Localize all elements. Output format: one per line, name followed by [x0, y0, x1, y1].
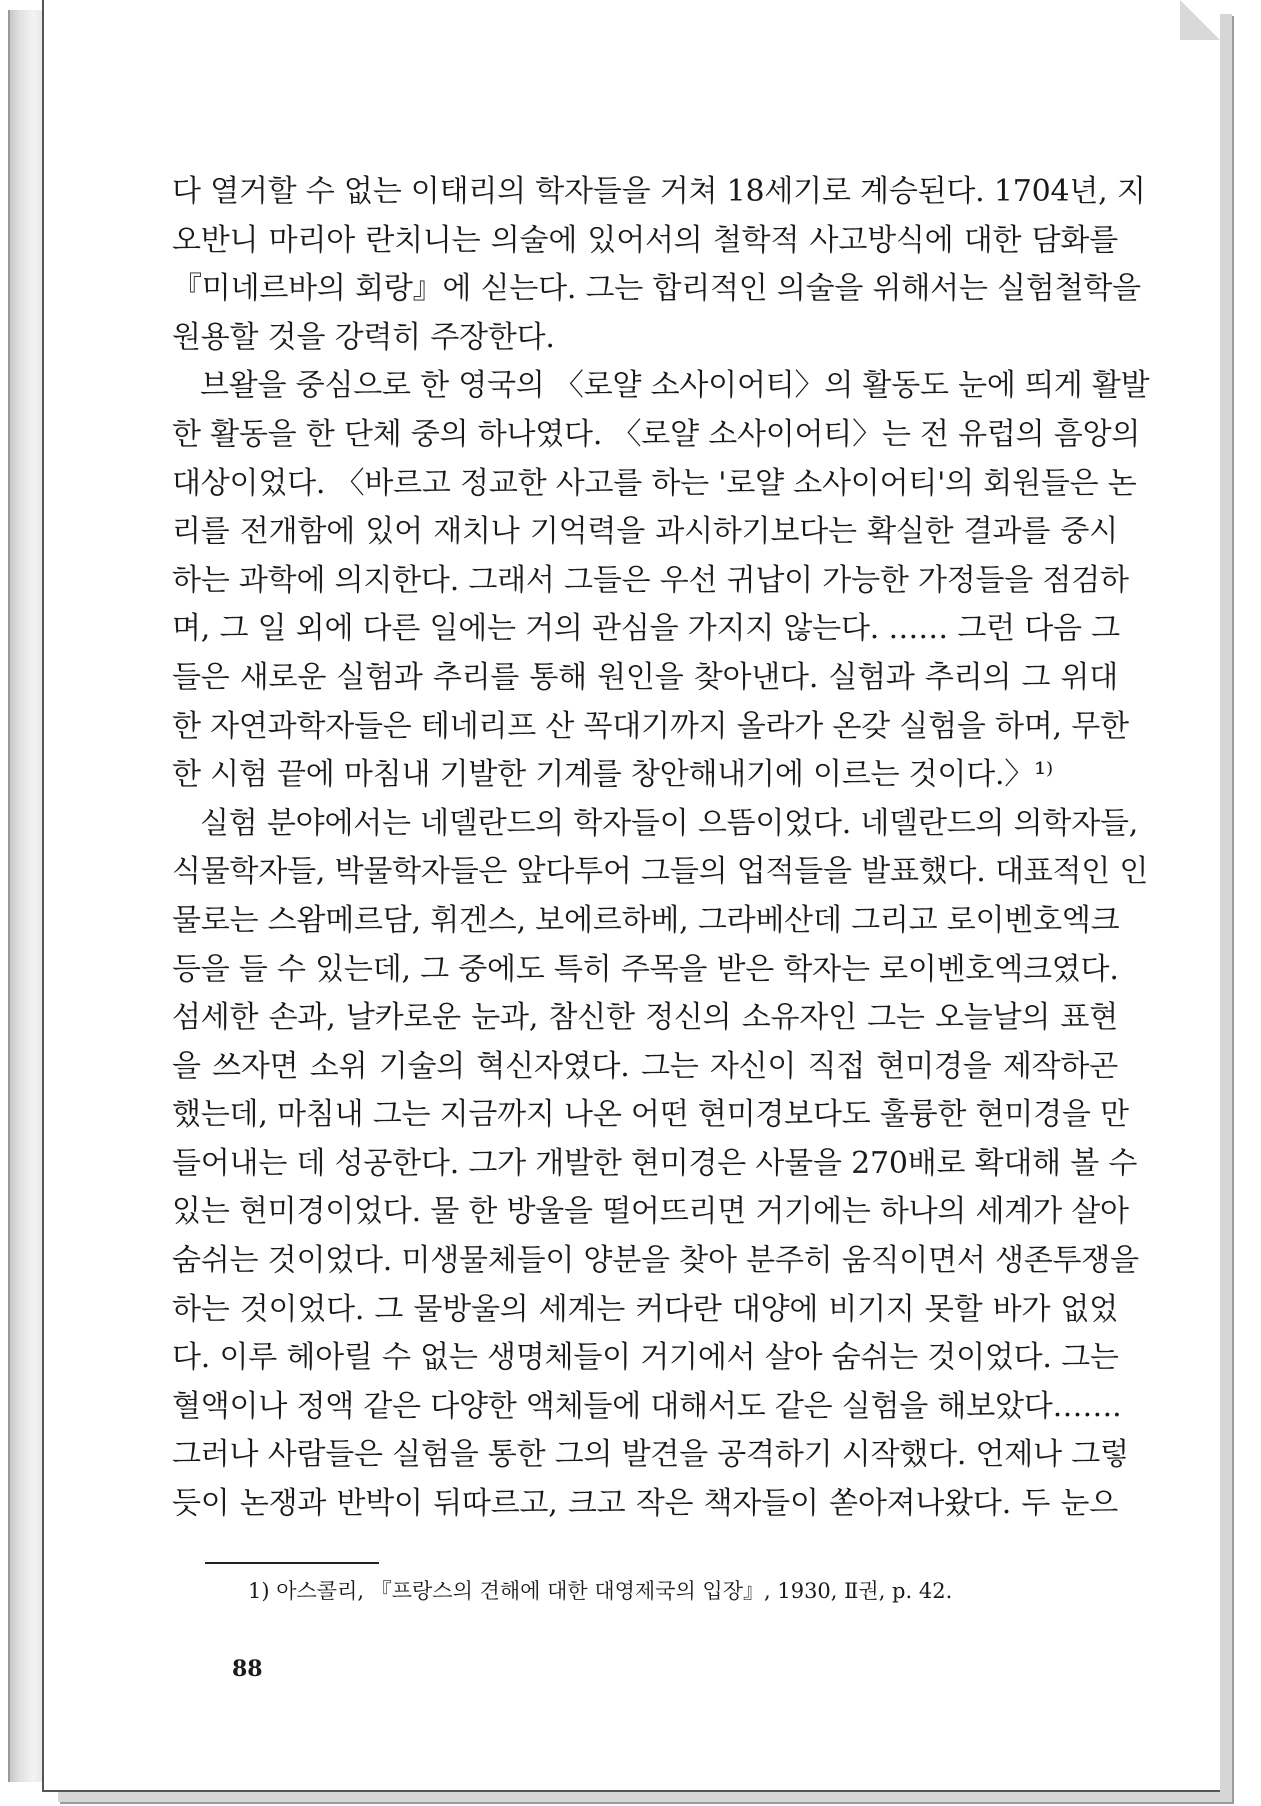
page-number: 88 [232, 1656, 263, 1682]
text-line: 한 자연과학자들은 테네리프 산 꼭대기까지 올라가 온갖 실험을 하며, 무한 [172, 708, 1129, 744]
text-line: 대상이었다. 〈바르고 정교한 사고를 하는 '로얄 소사이어티'의 회원들은 논 [172, 465, 1137, 501]
text-line: 했는데, 마침내 그는 지금까지 나온 어떤 현미경보다도 훌륭한 현미경을 만 [172, 1097, 1129, 1133]
text-line: 혈액이나 정액 같은 다양한 액체들에 대해서도 같은 실험을 해보았다……. [172, 1388, 1122, 1424]
text-line: 식물학자들, 박물학자들은 앞다투어 그들의 업적들을 발표했다. 대표적인 인 [172, 854, 1149, 890]
text-line: 실험 분야에서는 네델란드의 학자들이 으뜸이었다. 네델란드의 의학자들, [200, 805, 1139, 841]
text-line: 다 열거할 수 없는 이태리의 학자들을 거쳐 18세기로 계승된다. 1704년, 지 [172, 174, 1146, 209]
text-line: 들어내는 데 성공한다. 그가 개발한 현미경은 사물을 270배로 확대해 볼 수 [172, 1145, 1138, 1181]
text-line: 그러나 사람들은 실험을 통한 그의 발견을 공격하기 시작했다. 언제나 그렇 [172, 1437, 1129, 1473]
text-line: 며, 그 일 외에 다른 일에는 거의 관심을 가지지 않는다. …… 그런 다음 그 [172, 611, 1120, 647]
text-line: 등을 들 수 있는데, 그 중에도 특히 주목을 받은 학자는 로이벤호엑크였다. [172, 951, 1119, 987]
text-line: 을 쓰자면 소위 기술의 혁신자였다. 그는 자신이 직접 현미경을 제작하곤 [172, 1048, 1118, 1084]
text-line: 리를 전개함에 있어 재치나 기억력을 과시하기보다는 확실한 결과를 중시 [172, 514, 1118, 550]
text-line: 물로는 스왐메르담, 휘겐스, 보에르하베, 그라베산데 그리고 로이벤호엑크 [172, 902, 1120, 938]
text-line: 한 활동을 한 단체 중의 하나였다. 〈로얄 소사이어티〉는 전 유럽의 흠앙의 [172, 416, 1141, 452]
text-line: 듯이 논쟁과 반박이 뒤따르고, 크고 작은 책자들이 쏟아져나왔다. 두 눈으 [172, 1486, 1118, 1522]
text-line: 숨쉬는 것이었다. 미생물체들이 양분을 찾아 분주히 움직이면서 생존투쟁을 [172, 1243, 1139, 1279]
text-line: 오반니 마리아 란치니는 의술에 있어서의 철학적 사고방식에 대한 담화를 [172, 222, 1118, 258]
text-line: 섬세한 손과, 날카로운 눈과, 참신한 정신의 소유자인 그는 오늘날의 표현 [172, 1000, 1118, 1036]
text-line: 『미네르바의 회랑』에 싣는다. 그는 합리적인 의술을 위해서는 실험철학을 [172, 271, 1141, 307]
text-line: 다. 이루 헤아릴 수 없는 생명체들이 거기에서 살아 숨쉬는 것이었다. 그는 [172, 1340, 1119, 1376]
text-line: 원용할 것을 강력히 주장한다. [172, 319, 555, 355]
text-line: 한 시험 끝에 마침내 기발한 기계를 창안해내기에 이르는 것이다.〉¹⁾ [172, 757, 1054, 793]
book-spine-edge [8, 10, 44, 1782]
text-line: 들은 새로운 실험과 추리를 통해 원인을 찾아낸다. 실험과 추리의 그 위대 [172, 659, 1118, 695]
text-line: 하는 과학에 의지한다. 그래서 그들은 우선 귀납이 가능한 가정들을 점검하 [172, 562, 1129, 598]
body-text [172, 168, 1150, 1529]
text-line: 브왈을 중심으로 한 영국의 〈로얄 소사이어티〉의 활동도 눈에 띄게 활발 [200, 368, 1150, 404]
text-line: 있는 현미경이었다. 물 한 방울을 떨어뜨리면 거기에는 하나의 세계가 살아 [172, 1194, 1129, 1230]
footnote: 1) 아스콜리, 『프랑스의 견해에 대한 대영제국의 입장』, 1930, Ⅱ권, p. 42. [248, 1579, 953, 1603]
footnote-divider [205, 1562, 379, 1564]
text-line: 하는 것이었다. 그 물방울의 세계는 커다란 대양에 비기지 못할 바가 없었 [172, 1291, 1118, 1327]
page-corner-fold [1180, 0, 1220, 40]
